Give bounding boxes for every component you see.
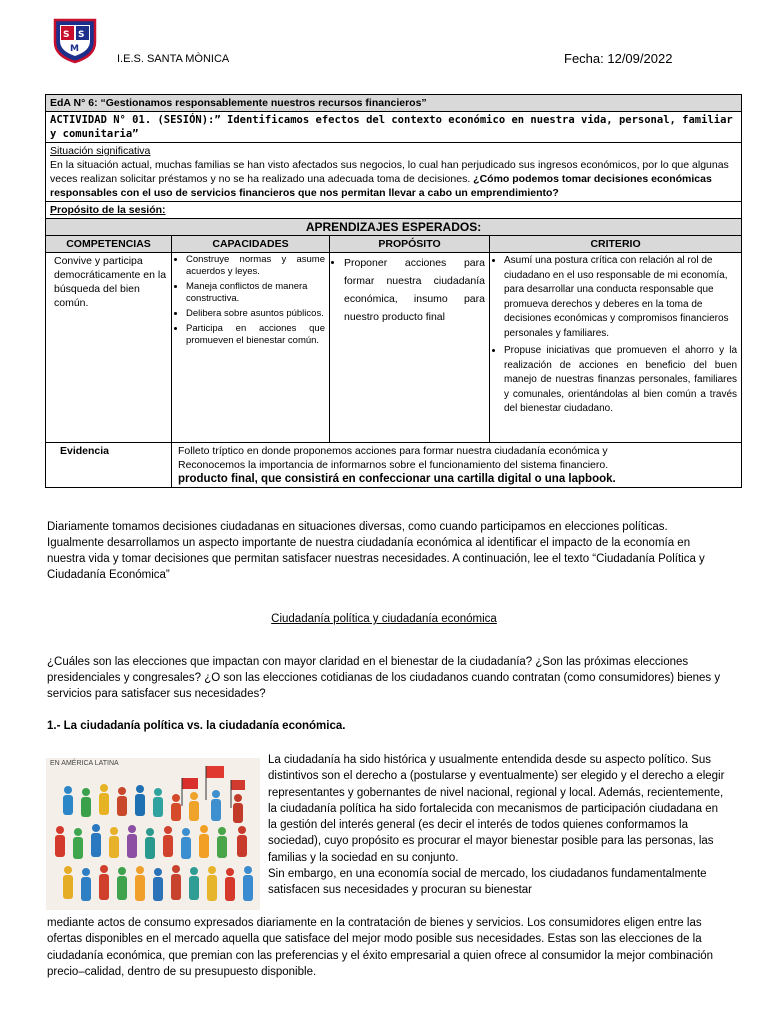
list-item: • Participa en acciones que promueven el bienestar común. — [186, 323, 325, 347]
section-title: 1.- La ciudadanía política vs. la ciudadanía económica. — [47, 720, 346, 732]
evidence-line: Reconocemos la importancia de informarnos sobre el funcionamiento del sistema financiero. — [178, 459, 609, 471]
situation-text: En la situación actual, muchas familias se han visto afectados sus negocios, lo cual han perjudicado sus ingresos económicos, por lo que algunas veces realizan solicitar préstamos y no se ha realizado una adecuada toma de decisiones. — [50, 159, 729, 185]
list-item: • Construye normas y asume acuerdos y leyes. — [186, 254, 325, 278]
expected-learnings: APRENDIZAJES ESPERADOS: — [46, 219, 742, 236]
capacidades-cell — [172, 253, 330, 443]
col-capacidades: CAPACIDADES — [172, 236, 330, 253]
illustration-caption: EN AMÉRICA LATINA — [50, 760, 119, 767]
evidence-label: Evidencia — [46, 443, 172, 488]
svg-text:S: S — [78, 30, 85, 40]
activity-title: ACTIVIDAD N° 01. (SESIÓN):” Identificamos efectos del contexto económico en nuestra vida, personal, familiar y comunitaria” — [46, 112, 742, 143]
people-illustration — [46, 758, 260, 910]
evidence-line: Folleto tríptico en donde proponemos acciones para formar nuestra ciudadanía económica y — [178, 445, 608, 457]
school-name: I.E.S. SANTA MÒNICA — [117, 53, 230, 65]
svg-text:S: S — [63, 30, 70, 40]
session-table — [45, 94, 742, 488]
economic-citizenship-paragraph: mediante actos de consumo expresados diariamente en la contratación de bienes y servicios. Los consumidores eligen entre las ofertas disponibles en el mercado aquella que satisface del mejor modo posible sus necesidades. Estas son las elecciones de la ciudadanía económica, que premian con las preferencias y el éxito empresarial a quien ofrece al consumidor la mejor combinación precio–calidad, dentro de su presupuesto disponible. — [47, 917, 714, 978]
purpose-label: Propósito de la sesión: — [50, 204, 166, 216]
date: Fecha: 12/09/2022 — [564, 51, 673, 66]
eda-title: EdA N° 6: “Gestionamos responsablemente nuestros recursos financieros” — [46, 95, 742, 112]
evidence-cell — [172, 443, 742, 488]
proposito-cell — [330, 253, 490, 443]
list-item: • Asumí una postura crítica con relación al rol de ciudadano en el uso responsable de mi economía, para desarrollar una conducta responsable que promueva derechos y deberes en la toma de decisiones económicas y compromisos financieros personales y familiares. — [504, 254, 737, 341]
criterio-list — [494, 254, 737, 417]
political-citizenship-paragraph: La ciudadanía ha sido histórica y usualmente entendida desde su aspecto político. Sus distintivos son el derecho a (postularse y eventualmente) ser elegido y el derecho a elegir representantes y gobernantes de nivel nacional, regional y local. Además, recientemente, la ciudadanía política ha sido fortalecida con mecanismos de participación ciudadana en la gestión del interés general (es decir el interés de todos quienes conformamos la sociedad), cuyo propósito es procurar el mayor bienestar posible para las personas, las familias y la sociedad en su conjunto. — [268, 754, 725, 864]
intro-paragraph: Diariamente tomamos decisiones ciudadanas en situaciones diversas, como cuando participamos en elecciones políticas. Igualmente desarrollamos un aspecto importante de nuestra ciudadanía económica al identificar el impacto de la economía en nuestra vida y tomar decisiones que permitan satisfacer nuestras necesidades. A continuación, lee el texto “Ciudadanía Política y Ciudadanía Económica” — [47, 521, 705, 581]
capacidades-list — [176, 254, 325, 347]
criterio-cell — [490, 253, 742, 443]
market-economy-paragraph: Sin embargo, en una economía social de mercado, los ciudadanos fundamentalmente satisfacen sus necesidades y procuran su bienestar — [268, 868, 707, 897]
list-item: • Proponer acciones para formar nuestra ciudadanía económica, insumo para nuestro producto final — [344, 254, 485, 326]
col-competencias: COMPETENCIAS — [46, 236, 172, 253]
col-criterio: CRITERIO — [490, 236, 742, 253]
situation-label: Situación significativa — [50, 145, 151, 157]
right-paragraph-block — [268, 752, 728, 899]
svg-text:M: M — [70, 44, 79, 54]
citizens-illustration — [46, 758, 260, 910]
list-item: • Propuse iniciativas que promueven el ahorro y la realización de acciones en beneficio del buen manejo de nuestras finanzas personales, familiares y comunales, orientándolas al bien común a través del bienestar ciudadano. — [504, 344, 737, 417]
reading-title: Ciudadanía política y ciudadanía económica — [271, 613, 497, 625]
questions-paragraph: ¿Cuáles son las elecciones que impactan con mayor claridad en el bienestar de la ciudadanía? ¿Son las próximas elecciones presidenciales y congresales? ¿O son las elecciones cotidianas de los ciudadanos cuando contratan (como consumidores) bienes y servicios para satisfacer sus necesidades? — [47, 656, 721, 700]
situation-question: ¿Cómo podemos tomar decisiones económicas responsables con el uso de servicios financieros que nos permitan llevar a cabo un emprendimiento? — [50, 173, 712, 199]
list-item: • Maneja conflictos de manera constructiva. — [186, 281, 325, 305]
situation-cell — [46, 143, 742, 202]
col-proposito: PROPÓSITO — [330, 236, 490, 253]
evidence-final: producto final, que consistirá en confeccionar una cartilla digital o una lapbook. — [178, 473, 616, 485]
competencia-cell: Convive y participa democráticamente en la búsqueda del bien común. — [46, 253, 172, 443]
proposito-list — [334, 254, 485, 326]
school-logo — [52, 16, 98, 64]
list-item: • Delibera sobre asuntos públicos. — [186, 308, 325, 320]
purpose-row — [46, 202, 742, 219]
